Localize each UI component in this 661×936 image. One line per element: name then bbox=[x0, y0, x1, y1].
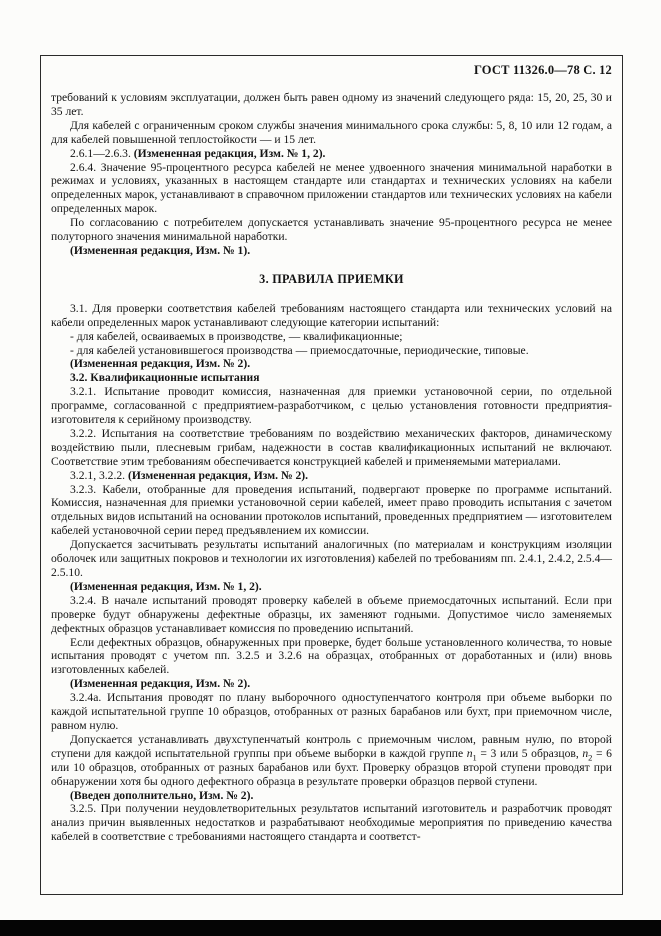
para-3-1: 3.1. Для проверки соответствия кабелей требованиям настоящего стандарта или технических условий на кабели определенных марок устанавливают следующие категории испытаний: bbox=[51, 301, 612, 329]
para-3-2-subheading: 3.2. Квалификационные испытания bbox=[70, 371, 260, 385]
para-3-2-1-2-amendment: 3.2.1, 3.2.2. (Измененная редакция, Изм. № 2). bbox=[70, 468, 309, 482]
para-added-izm-2: (Введен дополнительно, Изм. № 2). bbox=[70, 788, 254, 802]
para-amendment-izm-2: (Измененная редакция, Изм. № 2). bbox=[70, 357, 251, 371]
para-two-stage-control: Допускается устанавливать двухступенчатый контроль с приемочным числом, равным нулю, по второй ступени для каждой испытательной группы при объеме выборки в каждой группе $n_1 = 3$ или 5 образцов, $n_2 = 6$ или 10 образцов, отобранных от разных барабанов или бухт. Проверку образцов второй ступени проводят при обнаружении хотя бы одного дефектного образца в результате проверки образцов первой ступени. bbox=[51, 732, 612, 788]
para-3-2-4a: 3.2.4а. Испытания проводят по плану выборочного одноступенчатого контроля при объеме выборки по каждой испытательной группе 10 образцов, отобранных от разных барабанов или бухт, при приемочном числе, равном нулю. bbox=[51, 691, 612, 732]
scan-edge-bar bbox=[0, 920, 661, 936]
para-consumer-agreement: По согласованию с потребителем допускается устанавливать значение 95-процентного ресурса не менее полуторного значения минимальной наработки. bbox=[51, 216, 612, 244]
para-3-2-3: 3.2.3. Кабели, отобранные для проведения испытаний, подвергают проверке по программе испытаний. Комиссия, назначенная для приемки установочной серии кабелей, имеет право проводить испытания с зачетом отдельных видов испытаний на основании протоколов испытаний, проведенных предприятием — изготовителем кабелей установочной серии перед предъявлением их комиссии. bbox=[51, 482, 612, 538]
list-item-established-production: - для кабелей установившегося производства — приемосдаточные, периодические, типовые. bbox=[70, 343, 529, 357]
para-defective-samples: Если дефектных образцов, обнаруженных при проверке, будет больше установленного количества, то новые испытания проводят с учетом пп. 3.2.5 и 3.2.6 на образцах, отобранных от доработанных и (или) вновь изготовленных кабелей. bbox=[51, 635, 612, 677]
para-3-2-5: 3.2.5. При получении неудовлетворительных результатов испытаний изготовитель и разработчик проводят анализ причин выявленных недостатков и разрабатывают необходимые мероприятия по приведению качества кабелей в соответствие с требованиями настоящего стандарта и соответст- bbox=[51, 802, 612, 844]
para-amendment-izm-2b: (Измененная редакция, Изм. № 2). bbox=[70, 677, 251, 691]
para-limited-service-life: Для кабелей с ограниченным сроком службы значения минимального срока службы: 5, 8, 10 или 12 годам, а для кабелей повышенной теплостойкости — и 15 лет. bbox=[51, 118, 612, 146]
page-header: ГОСТ 11326.0—78 С. 12 bbox=[473, 63, 612, 77]
para-3-2-2: 3.2.2. Испытания на соответствие требованиям по воздействию механических факторов, динамическому воздействию пыли, плесневым грибам, надежности в состав квалификационных испытаний не включают. Соответствие этим требованиям обеспечивается конструкцией кабелей и применяемыми материалами. bbox=[51, 426, 612, 468]
para-continuation: требований к условиям эксплуатации, должен быть равен одному из значений следующего ряда: 15, 20, 25, 30 и 35 лет. bbox=[51, 91, 612, 118]
section-heading-acceptance-rules: 3. ПРАВИЛА ПРИЕМКИ bbox=[259, 271, 404, 286]
para-amendment-izm-1-2: (Измененная редакция, Изм. № 1, 2). bbox=[70, 579, 262, 593]
para-amendment-izm-1: (Измененная редакция, Изм. № 1). bbox=[70, 243, 251, 257]
para-analogous-results: Допускается засчитывать результаты испытаний аналогичных (по материалам и конструкциям изоляции оболочек или защитных покровов и технологии их изготовления) кабелей по требованиям пп. 2.4.1, 2.4.2, 2.5.4—2.5.10. bbox=[51, 538, 612, 579]
para-2-6-1-amendment: 2.6.1—2.6.3. (Измененная редакция, Изм. № 1, 2). bbox=[70, 146, 326, 160]
document-body bbox=[51, 91, 612, 844]
para-3-2-1: 3.2.1. Испытание проводит комиссия, назначенная для приемки установочной серии, по отдельной программе, согласованной с предприятием-разработчиком, с целью установления готовности предприятия-изготовителя к серийному производству. bbox=[51, 385, 612, 427]
para-2-6-4: 2.6.4. Значение 95-процентного ресурса кабелей не менее удвоенного значения минимальной наработки в режимах и условиях, указанных в настоящем стандарте или стандартах и технических условиях на кабели определенных марок, устанавливают в справочном приложении стандартов или технических условиях на кабели определенных марок. bbox=[51, 160, 612, 216]
list-item-qualification: - для кабелей, осваиваемых в производстве, — квалификационные; bbox=[70, 329, 403, 343]
para-3-2-4: 3.2.4. В начале испытаний проводят проверку кабелей в объеме приемосдаточных испытаний. Если при проверке будут обнаружены дефектные образцы, их заменяют годными. Допустимое число заменяемых дефектных образцов устанавливает комиссия по проведению испытаний. bbox=[51, 593, 612, 635]
page-frame bbox=[40, 55, 623, 895]
